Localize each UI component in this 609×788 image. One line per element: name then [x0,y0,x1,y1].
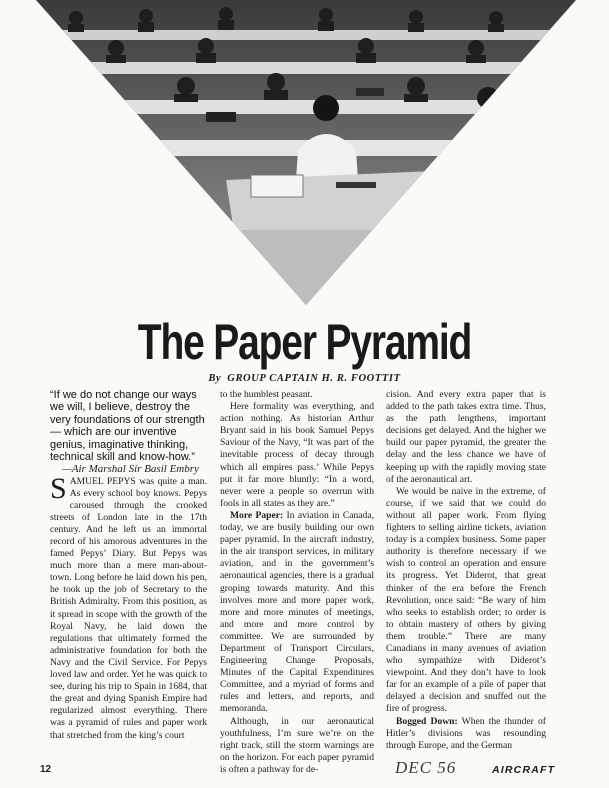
epigraph: “If we do not change our ways we will, I believe, destroy the very foundations of our strength — which are our inventive genius, imaginative thinking, technical skill and know-how.” [50,389,205,464]
article-title: The Paper Pyramid [137,314,472,370]
byline-prefix: By [208,373,222,384]
paragraph-bogged-down-text: When the thunder of Hitler’s divisions was resounding through Europe, and the German [386,715,546,751]
paragraph-formality: Here formality was everything, and action nothing. As historian Arthur Bryant said in his book Samuel Pepys Saviour of the Navy, “It was part of the inevitable process of decay through which all empires pass.’ While Pepys put it far more bluntly: “In a word, never were a people so overrun with fools in all states as they are.” [220,401,374,509]
epigraph-attribution: —Air Marshal Sir Basil Embry [62,463,199,476]
paragraph-naive: We would be naive in the extreme, of course, if we said that we could do without all paper work. From flying fighters to selling airline tickets, aviation today is a complex business. Some paper authority is therefore necessary if we wish to control an operation and ensure its progress. Yet Diderot, that great thinker of the era before the French Revolution, once said: “Be wary of him who seeks to establish order; to order is to obtain mastery of others by giving them trouble.” There are many Canadians in many avenues of aviation who sympathize with Diderot’s viewpoint. And they don’t have to look far for an example of a pile of paper that delayed a decision and snuffed out the fire of progress. [386,485,546,715]
lead-text: AMUEL PEPYS was quite a man. As every school boy knows. Pepys caroused through the crooked streets of London late in the 17th century. And he left us an immortal record of his amorous adventures in the famed Pepys’ Diary. But Pepys was much more than a mere man-about-town. Long before he laid down his pen, he took up the job of Secretary to the British Admiralty. From this position, as it spread in scope with the growth of the Royal Navy, he laid down the regulations that ultimately formed the administrative foundation for both the Navy and the Civil Service. For Pepys loved law and order. Yet he was quick to see, during his trip to Spain in 1684, that the great and dying Spanish Empire had regularized almost everything. There was a pyramid of rules and paper work that stretched from the king’s court [50,475,207,741]
subhead-bogged-down: Bogged Down: [396,715,458,727]
subhead-more-paper: More Paper: [230,509,284,521]
paragraph-more-paper [220,510,374,716]
paragraph-bogged-down [386,716,546,752]
column-2-continuation: to the humblest peasant. [220,389,313,400]
page-number: 12 [40,764,52,775]
column-3 [386,389,546,752]
column-3-continuation: cision. And every extra paper that is added to the path takes extra time. Thus, as the path lengthens, important decisions get delayed. And the higher we build our paper pyramid, the greater the delay and the less chance we have of keeping up with the rapidly moving state of the aeronautical art. [386,389,546,485]
byline [0,373,609,384]
author-name: GROUP CAPTAIN H. R. FOOTTIT [227,373,401,384]
magazine-name: AIRCRAFT [492,764,556,776]
column-1 [50,389,207,742]
paragraph-although: Although, in our aeronautical youthfulness, I’m sure we’re on the right track, still the storm warnings are on the horizon. For each paper pyramid is often a pathway for de- [220,715,374,775]
header-photo [36,0,576,305]
date-stamp: DEC 56 [395,758,457,777]
drop-cap: S [50,471,67,505]
paragraph-more-paper-text: In aviation in Canada, today, we are busily building our own paper pyramid. In the aircraft industry, in the air transport services, in military aviation, and in the government’s aeronautical agencies, there is a gradual groping towards maturity. And this involves more and more paper work, more and more minutes of meetings, and more and more control by committee. We are surrounded by Department of Transport Circulars, Engineering Change Proposals, Minutes of the Capital Expenditures Committee, and a myriad of forms and rules and letters, and reports, and memoranda. [220,509,374,715]
column-2 [220,389,374,776]
lead-paragraph [50,471,207,742]
